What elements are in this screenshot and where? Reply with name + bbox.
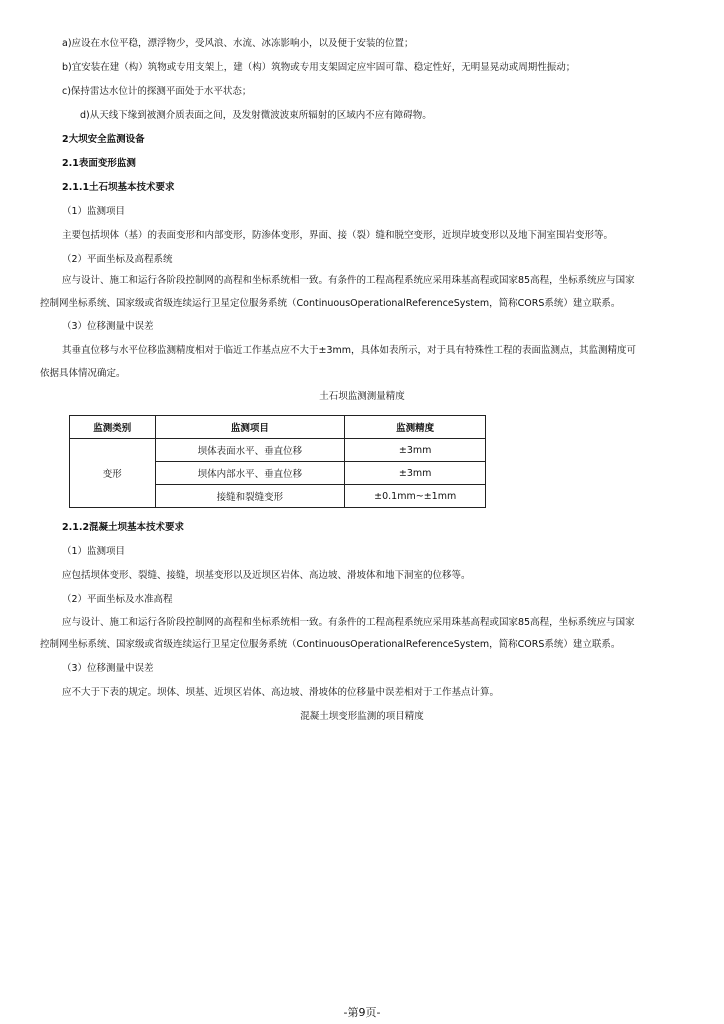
precision-table xyxy=(69,415,486,508)
heading-2-1: 2.1表面变形监测 xyxy=(62,158,136,169)
concrete-1-body: 应包括坝体变形、裂缝、接缝，坝基变形以及近坝区岩体、高边坡、滑坡体和地下洞室的位移等。 xyxy=(62,570,471,581)
header-precision: 监测精度 xyxy=(345,416,486,439)
concrete-3-title: （3）位移测量中误差 xyxy=(62,663,154,674)
concrete-2-body-line2: 控制网坐标系统、国家级或省级连续运行卫星定位服务系统（ContinuousOperationalReferenceSystem，简称CORS系统）建立联系。 xyxy=(40,639,621,650)
precision-cell: ±3mm xyxy=(345,439,486,462)
header-item: 监测项目 xyxy=(155,416,345,439)
concrete-1-title: （1）监测项目 xyxy=(62,546,126,557)
table-header-row xyxy=(70,416,486,439)
section-3-title: （3）位移测量中误差 xyxy=(62,321,154,332)
concrete-2-title: （2）平面坐标及水准高程 xyxy=(62,594,173,605)
section-2-body-line2: 控制网坐标系统、国家级或省级连续运行卫星定位服务系统（ContinuousOperationalReferenceSystem，简称CORS系统）建立联系。 xyxy=(40,298,621,309)
section-2-title: （2）平面坐标及高程系统 xyxy=(62,254,173,265)
item-cell: 接缝和裂缝变形 xyxy=(155,485,345,508)
text-b: b)宜安装在建（构）筑物或专用支架上，建（构）筑物或专用支架固定应牢固可靠、稳定性好，无明显晃动或周期性振动； xyxy=(62,62,576,73)
page-number: -第9页- xyxy=(343,1006,381,1019)
category-cell: 变形 xyxy=(70,439,156,508)
text-c: c)保持雷达水位计的探测平面处于水平状态； xyxy=(62,86,252,97)
header-category: 监测类别 xyxy=(70,416,156,439)
precision-cell: ±3mm xyxy=(345,462,486,485)
precision-cell: ±0.1mm~±1mm xyxy=(345,485,486,508)
section-3-body-line2: 依据具体情况确定。 xyxy=(40,368,126,379)
table-caption: 土石坝监测测量精度 xyxy=(319,391,405,402)
section-1-body: 主要包括坝体（基）的表面变形和内部变形，防渗体变形，界面、接（裂）缝和脱空变形，近坝岸坡变形以及地下洞室围岩变形等。 xyxy=(62,230,614,241)
item-cell: 坝体表面水平、垂直位移 xyxy=(155,439,345,462)
text-a: a)应设在水位平稳，漂浮物少，受风浪、水流、冰冻影响小，以及便于安装的位置； xyxy=(62,38,414,49)
table-row xyxy=(70,439,486,462)
item-cell: 坝体内部水平、垂直位移 xyxy=(155,462,345,485)
concrete-table-caption: 混凝土坝变形监测的项目精度 xyxy=(300,711,424,722)
section-2-body-line1: 应与设计、施工和运行各阶段控制网的高程和坐标系统相一致。有条件的工程高程系统应采用珠基高程或国家85高程，坐标系统应与国家 xyxy=(62,275,635,286)
section-1-title: （1）监测项目 xyxy=(62,206,126,217)
heading-2-1-1: 2.1.1土石坝基本技术要求 xyxy=(62,182,175,193)
section-3-body-line1: 其垂直位移与水平位移监测精度相对于临近工作基点应不大于±3mm，具体如表所示，对于具有特殊性工程的表面监测点，其监测精度可 xyxy=(62,345,637,356)
concrete-3-body: 应不大于下表的规定。坝体、坝基、近坝区岩体、高边坡、滑坡体的位移量中误差相对于工作基点计算。 xyxy=(62,687,500,698)
concrete-2-body-line1: 应与设计、施工和运行各阶段控制网的高程和坐标系统相一致。有条件的工程高程系统应采用珠基高程或国家85高程，坐标系统应与国家 xyxy=(62,617,635,628)
heading-2-1-2: 2.1.2混凝土坝基本技术要求 xyxy=(62,522,185,533)
heading-2: 2大坝安全监测设备 xyxy=(62,134,145,145)
text-d: d)从天线下缘到被测介质表面之间，及发射微波波束所辐射的区域内不应有障碍物。 xyxy=(80,110,432,121)
